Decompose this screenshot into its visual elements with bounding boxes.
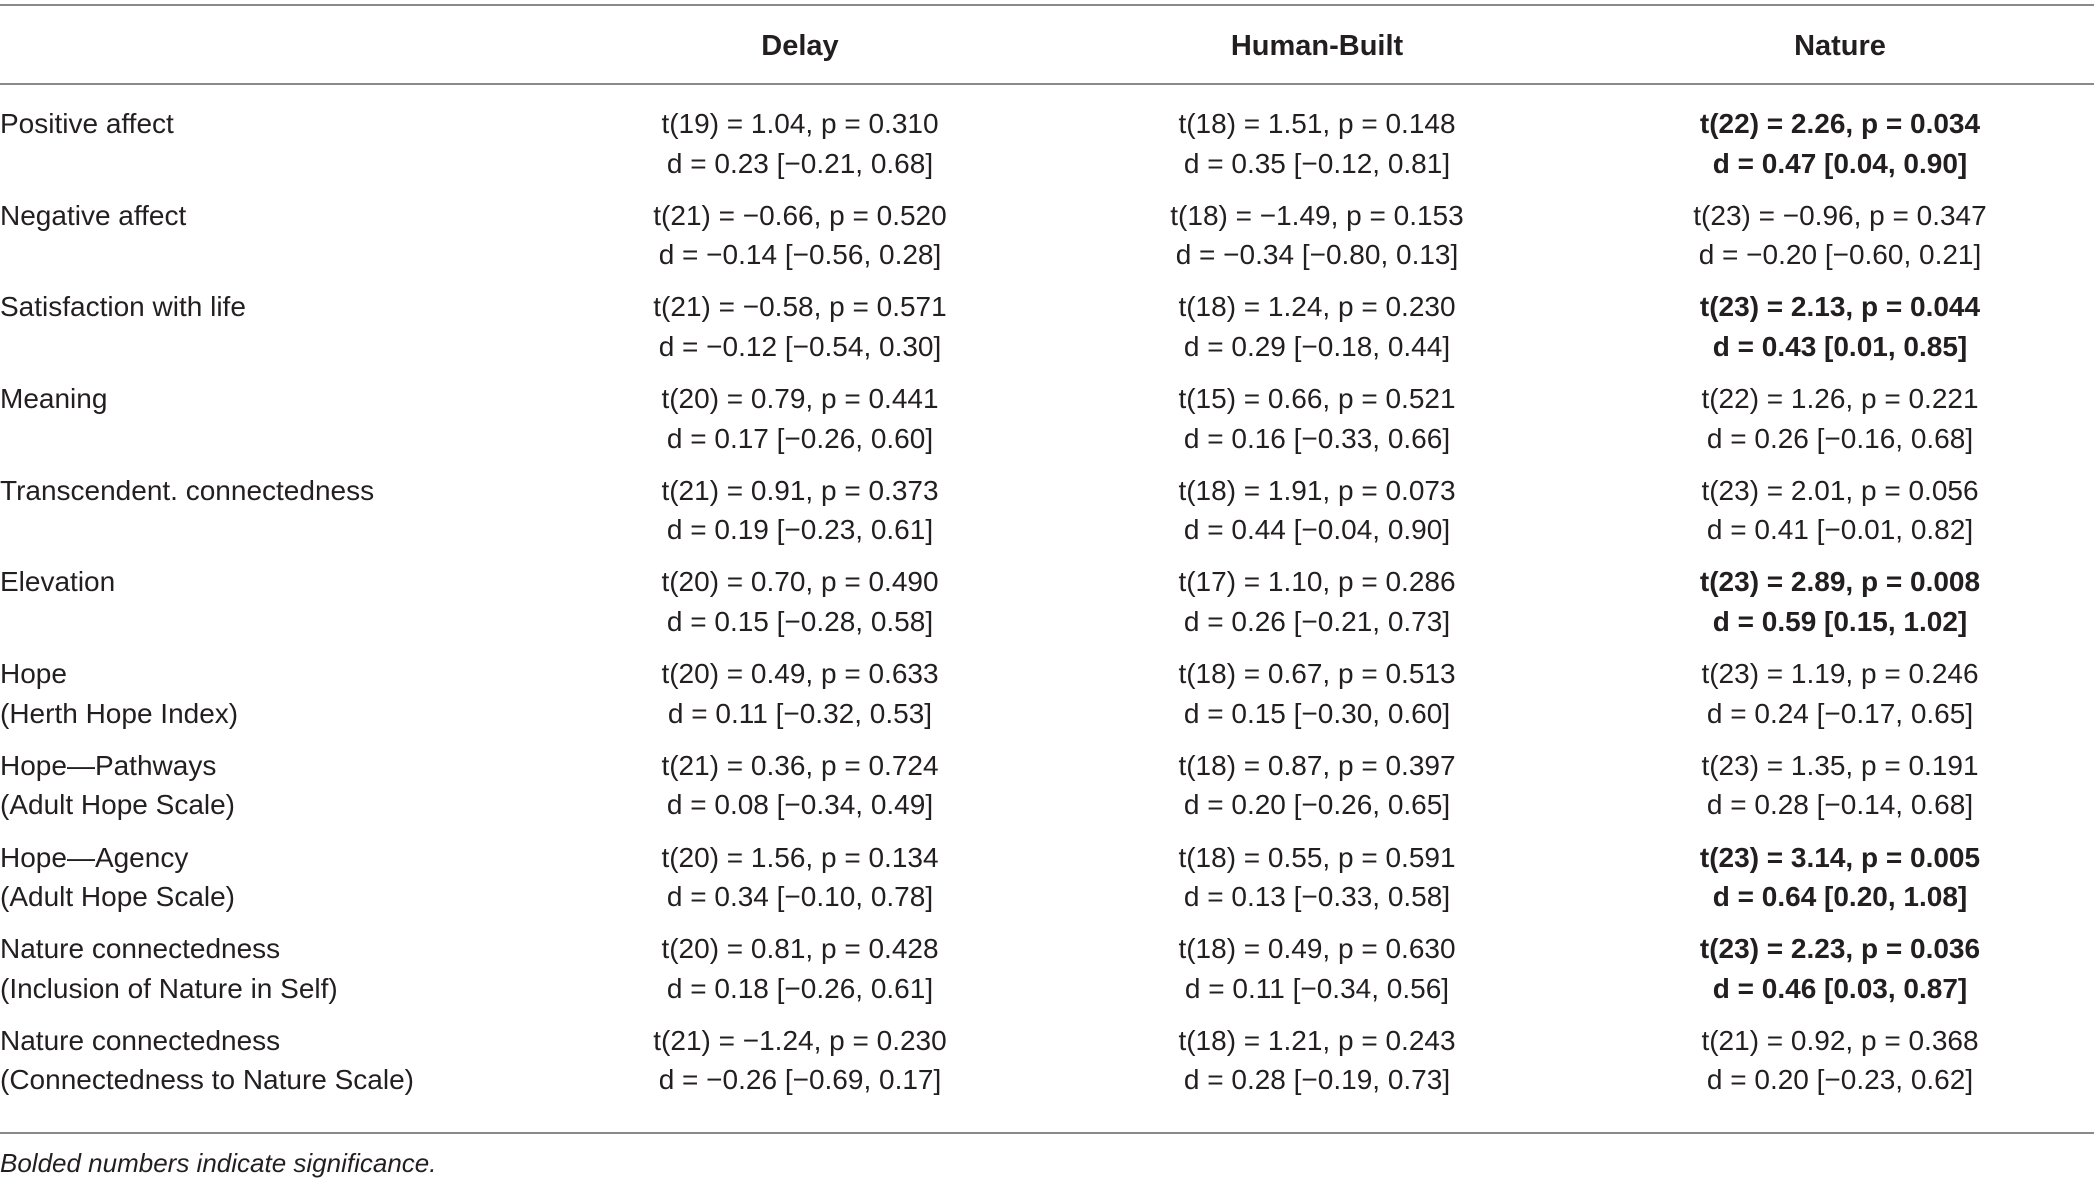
cell-delay: [500, 1021, 1100, 1100]
column-header-human-built: Human-Built: [1230, 30, 1404, 62]
t-statistic: t(15) = 0.66, p = 0.521: [1178, 383, 1456, 415]
table-row: [0, 104, 2094, 196]
cell-delay: [500, 471, 1100, 550]
t-statistic: t(18) = 0.49, p = 0.630: [1178, 933, 1456, 965]
cell-nature: [1540, 1021, 2094, 1100]
cell-human-built: [1017, 104, 1617, 183]
table-row: [0, 1021, 2094, 1113]
t-statistic: t(21) = −1.24, p = 0.230: [653, 1024, 947, 1056]
t-statistic: t(20) = 0.79, p = 0.441: [661, 383, 939, 415]
cell-human-built: [1017, 287, 1617, 366]
effect-size: d = 0.41 [−0.01, 0.82]: [1706, 514, 1974, 546]
table-row: [0, 562, 2094, 654]
cell-delay: [500, 104, 1100, 183]
effect-size: d = 0.20 [−0.23, 0.62]: [1706, 1064, 1974, 1096]
effect-size: d = 0.11 [−0.32, 0.53]: [667, 697, 933, 729]
row-label-text: Nature connectedness: [0, 1024, 281, 1056]
cell-nature: [1540, 104, 2094, 183]
t-statistic: t(23) = 3.14, p = 0.005: [1699, 841, 1981, 873]
row-label: [0, 104, 174, 144]
cell-human-built: [1017, 838, 1617, 917]
row-label: [0, 654, 238, 733]
effect-size: d = 0.19 [−0.23, 0.61]: [666, 514, 934, 546]
t-statistic: t(20) = 1.56, p = 0.134: [661, 841, 939, 873]
t-statistic: t(20) = 0.49, p = 0.633: [661, 658, 939, 690]
table-row: [0, 838, 2094, 930]
row-label: [0, 1021, 414, 1100]
row-label-text: Positive affect: [0, 108, 174, 139]
effect-size: d = −0.26 [−0.69, 0.17]: [658, 1064, 942, 1096]
row-label-subtext: (Connectedness to Nature Scale): [0, 1064, 414, 1096]
row-label-text: Nature connectedness: [0, 933, 281, 965]
t-statistic: t(20) = 0.81, p = 0.428: [661, 933, 939, 965]
effect-size: d = −0.20 [−0.60, 0.21]: [1698, 239, 1982, 271]
t-statistic: t(18) = 1.21, p = 0.243: [1178, 1024, 1456, 1056]
effect-size: d = 0.64 [0.20, 1.08]: [1712, 881, 1968, 912]
row-label-subtext: (Herth Hope Index): [0, 697, 239, 729]
cell-nature: [1540, 562, 2094, 641]
cell-nature: [1540, 287, 2094, 366]
table-bottom-rule: [0, 1132, 2094, 1134]
t-statistic: t(23) = 2.13, p = 0.044: [1699, 291, 1981, 323]
effect-size: d = 0.23 [−0.21, 0.68]: [666, 147, 934, 179]
table-row: [0, 287, 2094, 379]
table-row: [0, 654, 2094, 746]
cell-delay: [500, 196, 1100, 275]
row-label-text: Hope—Agency: [0, 841, 189, 873]
t-statistic: t(18) = −1.49, p = 0.153: [1170, 199, 1464, 231]
effect-size: d = −0.12 [−0.54, 0.30]: [658, 330, 942, 362]
row-label: [0, 838, 235, 917]
t-statistic: t(21) = 0.92, p = 0.368: [1701, 1024, 1979, 1056]
cell-delay: [500, 379, 1100, 458]
cell-nature: [1540, 196, 2094, 275]
cell-delay: [500, 929, 1100, 1008]
cell-delay: [500, 746, 1100, 825]
cell-human-built: [1017, 654, 1617, 733]
t-statistic: t(17) = 1.10, p = 0.286: [1178, 566, 1456, 598]
cell-delay: [500, 562, 1100, 641]
effect-size: d = 0.11 [−0.34, 0.56]: [1184, 972, 1450, 1004]
row-label: [0, 929, 338, 1008]
cell-delay: [500, 287, 1100, 366]
cell-nature: [1540, 746, 2094, 825]
cell-human-built: [1017, 196, 1617, 275]
t-statistic: t(21) = −0.58, p = 0.571: [653, 291, 947, 323]
table-row: [0, 379, 2094, 471]
cell-delay: [500, 838, 1100, 917]
row-label-text: Meaning: [0, 383, 108, 415]
column-header-nature: Nature: [1794, 30, 1886, 62]
row-label: [0, 287, 246, 327]
column-header-delay: Delay: [761, 30, 839, 62]
t-statistic: t(23) = 2.01, p = 0.056: [1701, 474, 1979, 506]
cell-human-built: [1017, 746, 1617, 825]
cell-human-built: [1017, 562, 1617, 641]
table-header-rule: [0, 83, 2094, 85]
effect-size: d = 0.15 [−0.28, 0.58]: [666, 605, 934, 637]
effect-size: d = 0.26 [−0.16, 0.68]: [1706, 422, 1974, 454]
t-statistic: t(18) = 1.51, p = 0.148: [1178, 108, 1456, 139]
row-label: [0, 196, 186, 236]
row-label-subtext: (Adult Hope Scale): [0, 789, 236, 821]
effect-size: d = −0.34 [−0.80, 0.13]: [1175, 239, 1459, 271]
cell-delay: [500, 654, 1100, 733]
effect-size: d = 0.13 [−0.33, 0.58]: [1183, 881, 1451, 912]
t-statistic: t(23) = 1.35, p = 0.191: [1701, 749, 1979, 781]
t-statistic: t(18) = 0.55, p = 0.591: [1178, 841, 1456, 873]
t-statistic: t(22) = 2.26, p = 0.034: [1699, 108, 1981, 139]
row-label-subtext: (Adult Hope Scale): [0, 881, 236, 912]
effect-size: d = 0.46 [0.03, 0.87]: [1712, 972, 1968, 1004]
table-footnote: Bolded numbers indicate significance.: [0, 1148, 437, 1178]
t-statistic: t(21) = 0.36, p = 0.724: [661, 749, 939, 781]
effect-size: d = 0.16 [−0.33, 0.66]: [1183, 422, 1451, 454]
row-label-text: Elevation: [0, 566, 116, 598]
effect-size: d = 0.17 [−0.26, 0.60]: [666, 422, 934, 454]
effect-size: d = 0.15 [−0.30, 0.60]: [1183, 697, 1451, 729]
t-statistic: t(18) = 1.24, p = 0.230: [1178, 291, 1456, 323]
t-statistic: t(23) = 2.23, p = 0.036: [1699, 933, 1981, 965]
t-statistic: t(21) = 0.91, p = 0.373: [661, 474, 939, 506]
effect-size: d = 0.47 [0.04, 0.90]: [1712, 147, 1968, 179]
cell-human-built: [1017, 929, 1617, 1008]
effect-size: d = 0.59 [0.15, 1.02]: [1712, 605, 1968, 637]
table-row: [0, 471, 2094, 563]
t-statistic: t(20) = 0.70, p = 0.490: [661, 566, 939, 598]
effect-size: d = 0.35 [−0.12, 0.81]: [1183, 147, 1451, 179]
effect-size: d = 0.28 [−0.14, 0.68]: [1706, 789, 1974, 821]
t-statistic: t(18) = 1.91, p = 0.073: [1178, 474, 1456, 506]
row-label: [0, 471, 374, 511]
effect-size: d = 0.34 [−0.10, 0.78]: [666, 881, 934, 912]
row-label-text: Hope: [0, 658, 67, 690]
row-label-text: Negative affect: [0, 199, 187, 231]
row-label: [0, 746, 235, 825]
t-statistic: t(19) = 1.04, p = 0.310: [661, 108, 939, 139]
row-label: [0, 562, 115, 602]
table-row: [0, 929, 2094, 1021]
effect-size: d = 0.08 [−0.34, 0.49]: [666, 789, 934, 821]
row-label-text: Satisfaction with life: [0, 291, 246, 323]
cell-nature: [1540, 929, 2094, 1008]
effect-size: d = 0.29 [−0.18, 0.44]: [1183, 330, 1451, 362]
t-statistic: t(18) = 0.87, p = 0.397: [1178, 749, 1456, 781]
effect-size: d = 0.43 [0.01, 0.85]: [1712, 330, 1968, 362]
table-body: [0, 104, 2094, 1113]
table-row: [0, 196, 2094, 288]
t-statistic: t(23) = 1.19, p = 0.246: [1701, 658, 1979, 690]
cell-human-built: [1017, 1021, 1617, 1100]
cell-human-built: [1017, 379, 1617, 458]
cell-human-built: [1017, 471, 1617, 550]
t-statistic: t(18) = 0.67, p = 0.513: [1178, 658, 1456, 690]
row-label-text: Hope—Pathways: [0, 749, 217, 781]
t-statistic: t(23) = 2.89, p = 0.008: [1699, 566, 1981, 598]
effect-size: d = 0.20 [−0.26, 0.65]: [1183, 789, 1451, 821]
effect-size: d = 0.44 [−0.04, 0.90]: [1183, 514, 1451, 546]
cell-nature: [1540, 838, 2094, 917]
t-statistic: t(23) = −0.96, p = 0.347: [1693, 199, 1987, 231]
row-label-subtext: (Inclusion of Nature in Self): [0, 972, 338, 1004]
effect-size: d = −0.14 [−0.56, 0.28]: [658, 239, 942, 271]
effect-size: d = 0.28 [−0.19, 0.73]: [1183, 1064, 1451, 1096]
effect-size: d = 0.24 [−0.17, 0.65]: [1706, 697, 1974, 729]
table-top-rule: [0, 4, 2094, 6]
effect-size: d = 0.26 [−0.21, 0.73]: [1183, 605, 1451, 637]
cell-nature: [1540, 471, 2094, 550]
row-label-text: Transcendent. connectedness: [0, 474, 375, 506]
row-label: [0, 379, 107, 419]
cell-nature: [1540, 379, 2094, 458]
table-row: [0, 746, 2094, 838]
t-statistic: t(22) = 1.26, p = 0.221: [1701, 383, 1979, 415]
effect-size: d = 0.18 [−0.26, 0.61]: [666, 972, 934, 1004]
cell-nature: [1540, 654, 2094, 733]
t-statistic: t(21) = −0.66, p = 0.520: [653, 199, 947, 231]
